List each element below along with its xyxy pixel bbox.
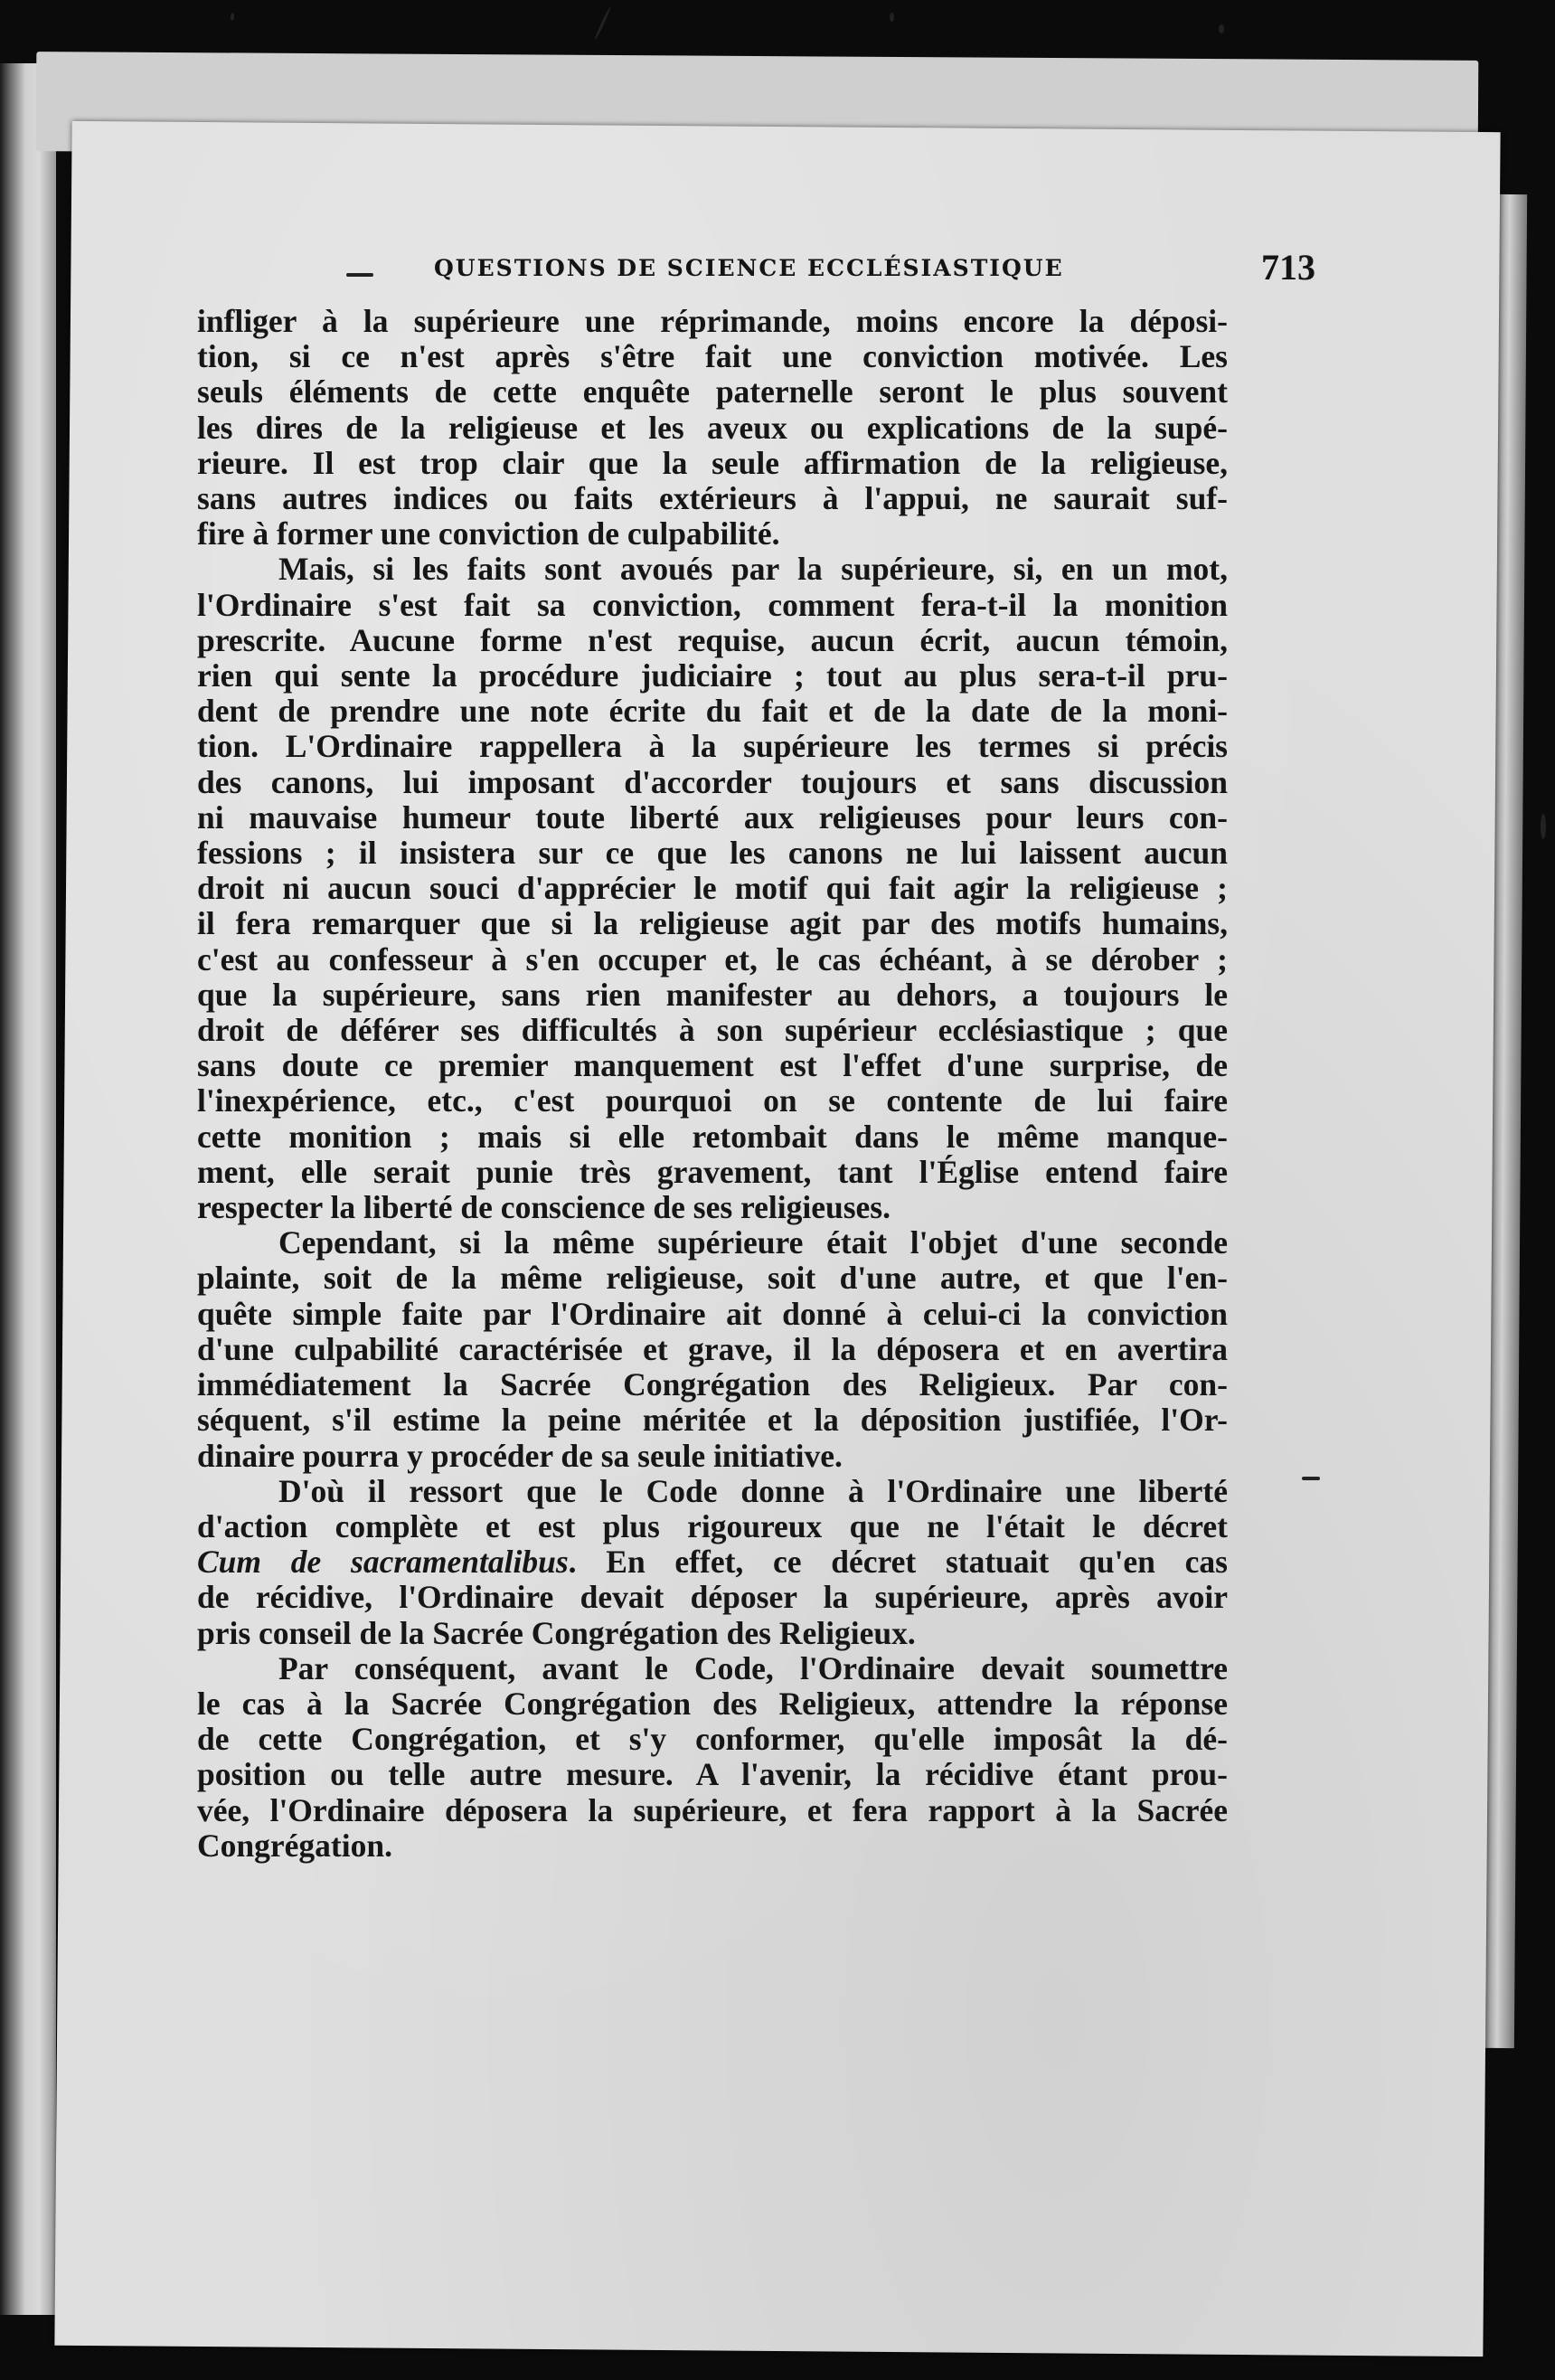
italic-title: Cum de sacramentalibus: [197, 1544, 569, 1581]
text-line: ni mauvaise humeur toute liberté aux religieuses pour leurs con-: [197, 798, 1228, 836]
running-title: QUESTIONS DE SCIENCE ECCLÉSIASTIQUE: [434, 255, 1064, 281]
body-text: [197, 304, 1228, 1864]
text-line: infliger à la supérieure une réprimande, moins encore la déposi-: [197, 303, 1228, 339]
dust-speck: [1541, 814, 1546, 839]
text-line: droit ni aucun souci d'apprécier le motif qui fait agir la religieuse ;: [197, 870, 1228, 907]
text-line: dinaire pourra y procéder de sa seule initiative.: [197, 1437, 843, 1474]
text-line: quête simple faite par l'Ordinaire ait donné à celui-ci la conviction: [197, 1295, 1228, 1332]
text-line: des canons, lui imposant d'accorder toujours et sans discussion: [197, 763, 1228, 800]
text-line: séquent, s'il estime la peine méritée et la déposition justifiée, l'Or-: [197, 1402, 1228, 1439]
text-line: D'où il ressort que le Code donne à l'Ordinaire une liberté: [278, 1472, 1228, 1509]
text-line: le cas à la Sacrée Congrégation des Religieux, attendre la réponse: [197, 1685, 1228, 1722]
dust-speck: [1302, 1477, 1320, 1480]
text-line: il fera remarquer que si la religieuse agit par des motifs humains,: [197, 905, 1228, 942]
dust-speck: [594, 6, 612, 41]
text-line: droit de déférer ses difficultés à son supérieur ecclésiastique ; que: [197, 1012, 1228, 1049]
text-line: de cette Congrégation, et s'y conformer, qu'elle imposât la dé-: [197, 1721, 1228, 1758]
text-line: tion, si ce n'est après s'être fait une conviction motivée. Les: [197, 338, 1228, 375]
text-line: Congrégation.: [197, 1827, 392, 1864]
text-line: dent de prendre une note écrite du fait et de la date de la moni-: [197, 693, 1228, 730]
paragraph: [197, 1651, 1228, 1864]
text-line: rieure. Il est trop clair que la seule affirmation de la religieuse,: [197, 444, 1228, 481]
text-line: Cum de sacramentalibus. En effet, ce décret statuait qu'en cas: [197, 1544, 1228, 1581]
text-line: ment, elle serait punie très gravement, tant l'Église entend faire: [197, 1153, 1228, 1190]
dust-speck: [346, 273, 373, 277]
paragraph: [197, 1474, 1228, 1651]
paragraph: [197, 304, 1228, 552]
text-line: vée, l'Ordinaire déposera la supérieure, et fera rapport à la Sacrée: [197, 1791, 1228, 1828]
text-line: prescrite. Aucune forme n'est requise, aucun écrit, aucun témoin,: [197, 621, 1228, 658]
text-line: sans autres indices ou faits extérieurs à l'appui, ne saurait suf-: [197, 480, 1228, 517]
text-line: fire à former une conviction de culpabilité.: [197, 515, 780, 552]
text-line: position ou telle autre mesure. A l'avenir, la récidive étant prou-: [197, 1756, 1228, 1793]
bleed-through-text: [416, 2018, 1230, 2073]
text-line: d'une culpabilité caractérisée et grave, il la déposera et en avertira: [197, 1330, 1228, 1367]
dust-speck: [1219, 24, 1224, 33]
dust-speck: [231, 13, 234, 21]
text-line: l'Ordinaire s'est fait sa conviction, comment fera-t-il la monition: [197, 586, 1228, 623]
dust-speck: [890, 13, 894, 22]
text-line: que la supérieure, sans rien manifester au dehors, a toujours le: [197, 976, 1228, 1013]
paragraph: [197, 1225, 1228, 1473]
text-line: respecter la liberté de conscience de ses religieuses.: [197, 1189, 891, 1226]
text-line: cette monition ; mais si elle retombait dans le même manque-: [197, 1118, 1228, 1155]
text-line: fessions ; il insistera sur ce que les canons ne lui laissent aucun: [197, 835, 1228, 872]
text-line: de récidive, l'Ordinaire devait déposer la supérieure, après avoir: [197, 1579, 1228, 1616]
text-line: Mais, si les faits sont avoués par la supérieure, si, en un mot,: [278, 551, 1228, 588]
text-line: immédiatement la Sacrée Congrégation des Religieux. Par con-: [197, 1366, 1228, 1403]
text-line: d'action complète et est plus rigoureux que ne l'était le décret: [197, 1507, 1228, 1544]
paragraph: [197, 552, 1228, 1225]
text-line: plainte, soit de la même religieuse, soit d'une autre, et que l'en-: [197, 1260, 1228, 1297]
text-line: les dires de la religieuse et les aveux ou explications de la supé-: [197, 409, 1228, 446]
text-line: rien qui sente la procédure judiciaire ; tout au plus sera-t-il pru-: [197, 657, 1228, 694]
text-line: tion. L'Ordinaire rappellera à la supérieure les termes si précis: [197, 728, 1228, 765]
page-number: 713: [1261, 247, 1315, 288]
text-line: Par conséquent, avant le Code, l'Ordinaire devait soumettre: [278, 1649, 1228, 1686]
text-line: seuls éléments de cette enquête paternelle seront le plus souvent: [197, 373, 1228, 411]
running-head: [371, 244, 1315, 298]
text-line: l'inexpérience, etc., c'est pourquoi on se contente de lui faire: [197, 1082, 1228, 1119]
text-line: pris conseil de la Sacrée Congrégation des Religieux.: [197, 1614, 916, 1651]
text-line: sans doute ce premier manquement est l'effet d'une surprise, de: [197, 1047, 1228, 1084]
left-page-edge: [0, 63, 56, 2315]
text-line: Cependant, si la même supérieure était l'objet d'une seconde: [278, 1224, 1228, 1261]
text-line: c'est au confesseur à s'en occuper et, le cas échéant, à se dérober ;: [197, 940, 1228, 978]
